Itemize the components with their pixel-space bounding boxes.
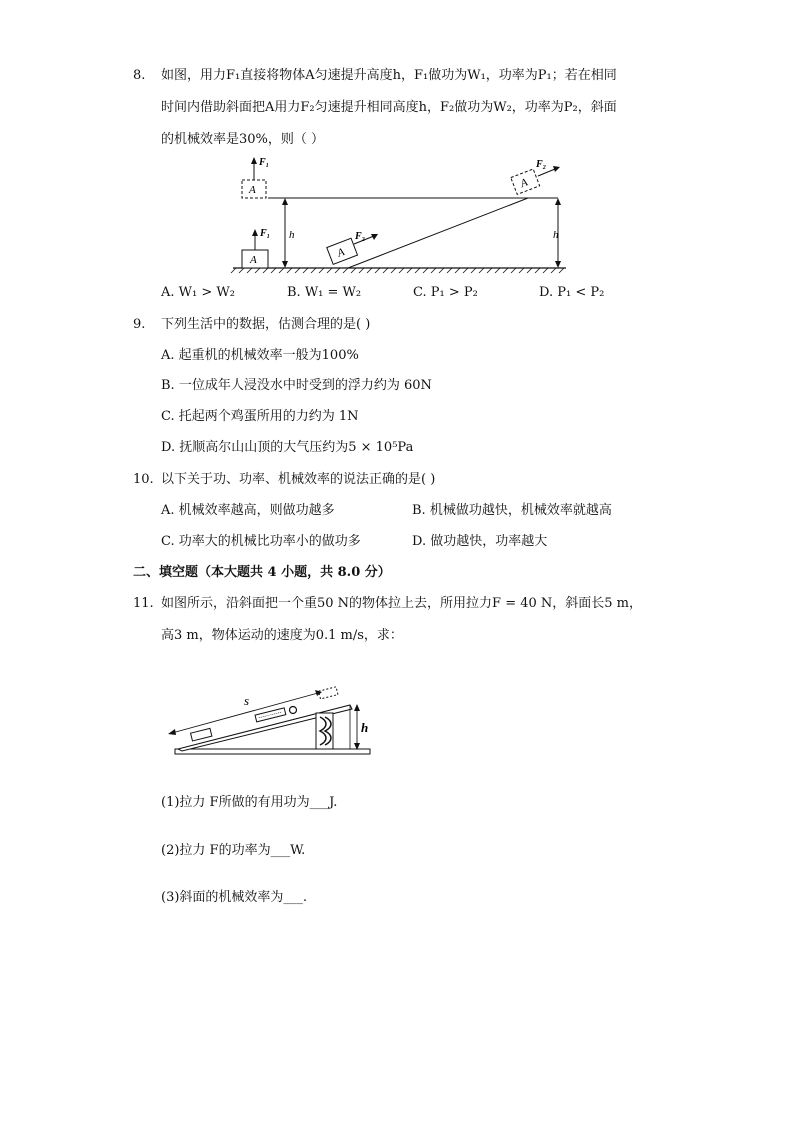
block-a-incline-label: A xyxy=(335,246,347,260)
block-a-top-label: A xyxy=(249,184,256,196)
q8-option-d: D. P₁ < P₂ xyxy=(539,285,605,300)
f2-top-arrow xyxy=(538,169,555,176)
f1-ground-label: F₁ xyxy=(260,228,271,239)
f1-top-label: F₁ xyxy=(259,157,270,168)
q10-option-b: B. 机械做功越快，机械效率就越高 xyxy=(412,503,612,518)
q11-stem-line2: 高3 m，物体运动的速度为0.1 m/s，求： xyxy=(161,628,403,643)
q9-option-d: D. 抚顺高尔山山顶的大气压约为5 × 10⁵Pa xyxy=(161,440,414,455)
section2-title: 二、填空题（本大题共 4 小题，共 8.0 分） xyxy=(133,565,391,580)
ground-hatch xyxy=(231,268,564,273)
block-a-incline xyxy=(327,238,358,264)
incline-line xyxy=(348,198,528,268)
q9-option-a: A. 起重机的机械效率一般为100% xyxy=(161,348,359,363)
q8-stem-line3: 的机械效率是30%，则（ ） xyxy=(161,132,325,147)
object-bottom xyxy=(191,728,212,741)
q8-number: 8. xyxy=(133,68,146,83)
q11-sub2: (2)拉力 F的功率为___W. xyxy=(161,843,306,858)
q10-option-d: D. 做功越快，功率越大 xyxy=(412,534,548,549)
q10-stem: 以下关于功、功率、机械效率的说法正确的是( ) xyxy=(161,472,436,487)
q11-number: 11. xyxy=(133,596,154,611)
q8-figure xyxy=(228,152,573,277)
q11-sub3: (3)斜面的机械效率为___. xyxy=(161,890,308,905)
ground-plank xyxy=(175,749,370,754)
q9-stem: 下列生活中的数据，估测合理的是( ) xyxy=(161,317,371,332)
q9-option-c: C. 托起两个鸡蛋所用的力约为 1N xyxy=(161,409,359,424)
q10-option-a: A. 机械效率越高，则做功越多 xyxy=(161,503,335,518)
f2-low-label: F₂ xyxy=(355,231,366,242)
q10-option-c: C. 功率大的机械比功率小的做功多 xyxy=(161,534,361,549)
q9-number: 9. xyxy=(133,317,146,332)
q11-figure xyxy=(160,675,375,765)
q11-stem-line1: 如图所示，沿斜面把一个重50 N的物体拉上去，所用拉力F = 40 N，斜面长5 m， xyxy=(161,596,643,611)
q8-stem-line2: 时间内借助斜面把A用力F₂匀速提升相同高度h，F₂做功为W₂，功率为P₂，斜面 xyxy=(161,100,617,115)
block-a-incline-top-dashed xyxy=(511,169,540,194)
q8-option-c: C. P₁ > P₂ xyxy=(413,285,478,300)
object-top-dashed xyxy=(319,687,338,699)
h-left-label: h xyxy=(289,229,295,241)
q8-option-a: A. W₁ > W₂ xyxy=(161,285,235,300)
h-right-label: h xyxy=(553,229,559,241)
f2-top-label: F₂ xyxy=(536,159,547,170)
q8-option-b: B. W₁ = W₂ xyxy=(287,285,362,300)
h-label: h xyxy=(361,720,369,735)
spring-scale xyxy=(255,708,286,722)
q11-sub1: (1)拉力 F所做的有用功为___J. xyxy=(161,795,338,810)
block-a-incline-top-label: A xyxy=(518,176,530,191)
s-label: s xyxy=(244,693,250,708)
q9-option-b: B. 一位成年人浸没水中时受到的浮力约为 60N xyxy=(161,378,432,393)
q10-number: 10. xyxy=(133,472,154,487)
block-a-ground-label: A xyxy=(250,254,257,266)
q8-stem-line1: 如图，用力F₁直接将物体A匀速提升高度h，F₁做功为W₁，功率为P₁；若在相同 xyxy=(161,68,617,83)
